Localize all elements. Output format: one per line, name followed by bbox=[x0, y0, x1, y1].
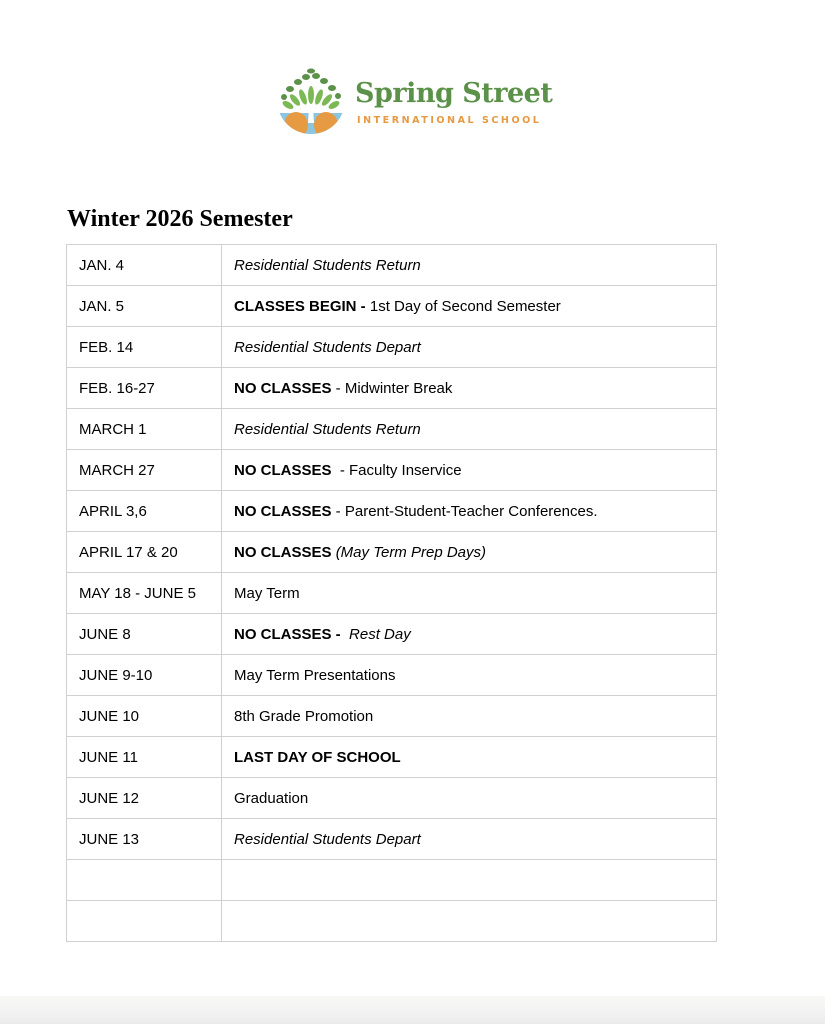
event-description bbox=[222, 286, 717, 327]
event-description bbox=[222, 819, 717, 860]
event-italic-text: Residential Students Return bbox=[234, 420, 421, 438]
table-row bbox=[67, 368, 717, 409]
event-description bbox=[222, 696, 717, 737]
event-bold-text: LAST DAY OF SCHOOL bbox=[234, 748, 401, 766]
school-logo bbox=[276, 65, 566, 137]
table-row bbox=[67, 245, 717, 286]
event-bold-text: NO CLASSES bbox=[234, 502, 332, 520]
table-row bbox=[67, 532, 717, 573]
calendar-table bbox=[66, 244, 717, 942]
event-date: JUNE 12 bbox=[67, 778, 222, 819]
event-text: - Faculty Inservice bbox=[331, 461, 462, 479]
table-row bbox=[67, 409, 717, 450]
event-date: APRIL 17 & 20 bbox=[67, 532, 222, 573]
event-date: JUNE 8 bbox=[67, 614, 222, 655]
event-date: JUNE 11 bbox=[67, 737, 222, 778]
event-description bbox=[222, 450, 717, 491]
table-row bbox=[67, 491, 717, 532]
event-description bbox=[222, 327, 717, 368]
event-italic-text: Residential Students Return bbox=[234, 256, 421, 274]
event-date: JUNE 10 bbox=[67, 696, 222, 737]
event-italic-text: Residential Students Depart bbox=[234, 830, 421, 848]
event-text: Graduation bbox=[234, 789, 309, 807]
event-date: JUNE 9-10 bbox=[67, 655, 222, 696]
logo-subtitle: INTERNATIONAL SCHOOL bbox=[357, 115, 542, 126]
event-date: MAY 18 - JUNE 5 bbox=[67, 573, 222, 614]
table-row bbox=[67, 614, 717, 655]
table-row bbox=[67, 778, 717, 819]
event-text: 1st Day of Second Semester bbox=[365, 297, 561, 315]
event-bold-text: NO CLASSES bbox=[234, 543, 332, 561]
table-row bbox=[67, 327, 717, 368]
event-description bbox=[222, 532, 717, 573]
event-date bbox=[67, 901, 222, 942]
table-row bbox=[67, 901, 717, 942]
event-bold-text: NO CLASSES bbox=[234, 379, 332, 397]
table-row bbox=[67, 450, 717, 491]
event-description bbox=[222, 614, 717, 655]
table-row bbox=[67, 286, 717, 327]
table-row bbox=[67, 860, 717, 901]
event-text: 8th Grade Promotion bbox=[234, 707, 374, 725]
event-date: FEB. 14 bbox=[67, 327, 222, 368]
event-description bbox=[222, 737, 717, 778]
table-row bbox=[67, 655, 717, 696]
event-date: JUNE 13 bbox=[67, 819, 222, 860]
tree-logo-icon bbox=[276, 65, 346, 135]
event-date: JAN. 4 bbox=[67, 245, 222, 286]
event-date: APRIL 3,6 bbox=[67, 491, 222, 532]
event-date bbox=[67, 860, 222, 901]
event-description bbox=[222, 655, 717, 696]
event-description bbox=[222, 409, 717, 450]
table-row bbox=[67, 573, 717, 614]
event-text: May Term Presentations bbox=[234, 666, 396, 684]
event-date: JAN. 5 bbox=[67, 286, 222, 327]
event-bold-text: CLASSES BEGIN - bbox=[234, 297, 366, 315]
event-text: May Term bbox=[234, 584, 300, 602]
event-text: - Midwinter Break bbox=[331, 379, 453, 397]
event-text bbox=[341, 626, 349, 643]
logo-name: Spring Street bbox=[355, 78, 553, 109]
event-description bbox=[222, 778, 717, 819]
event-bold-text: NO CLASSES bbox=[234, 461, 332, 479]
table-row bbox=[67, 819, 717, 860]
event-italic-text: (May Term Prep Days) bbox=[335, 543, 486, 561]
table-row bbox=[67, 696, 717, 737]
event-italic-text: Residential Students Depart bbox=[234, 338, 421, 356]
event-italic-text: Rest Day bbox=[349, 625, 411, 643]
page-title: Winter 2026 Semester bbox=[67, 206, 293, 232]
event-date: FEB. 16-27 bbox=[67, 368, 222, 409]
event-bold-text: NO CLASSES - bbox=[234, 625, 341, 643]
event-description bbox=[222, 901, 717, 942]
bottom-bar bbox=[0, 996, 825, 1024]
table-row bbox=[67, 737, 717, 778]
event-description bbox=[222, 368, 717, 409]
event-description bbox=[222, 491, 717, 532]
event-description bbox=[222, 245, 717, 286]
event-description bbox=[222, 860, 717, 901]
event-text: - Parent-Student-Teacher Conferences. bbox=[331, 502, 598, 520]
event-description bbox=[222, 573, 717, 614]
event-date: MARCH 1 bbox=[67, 409, 222, 450]
event-date: MARCH 27 bbox=[67, 450, 222, 491]
